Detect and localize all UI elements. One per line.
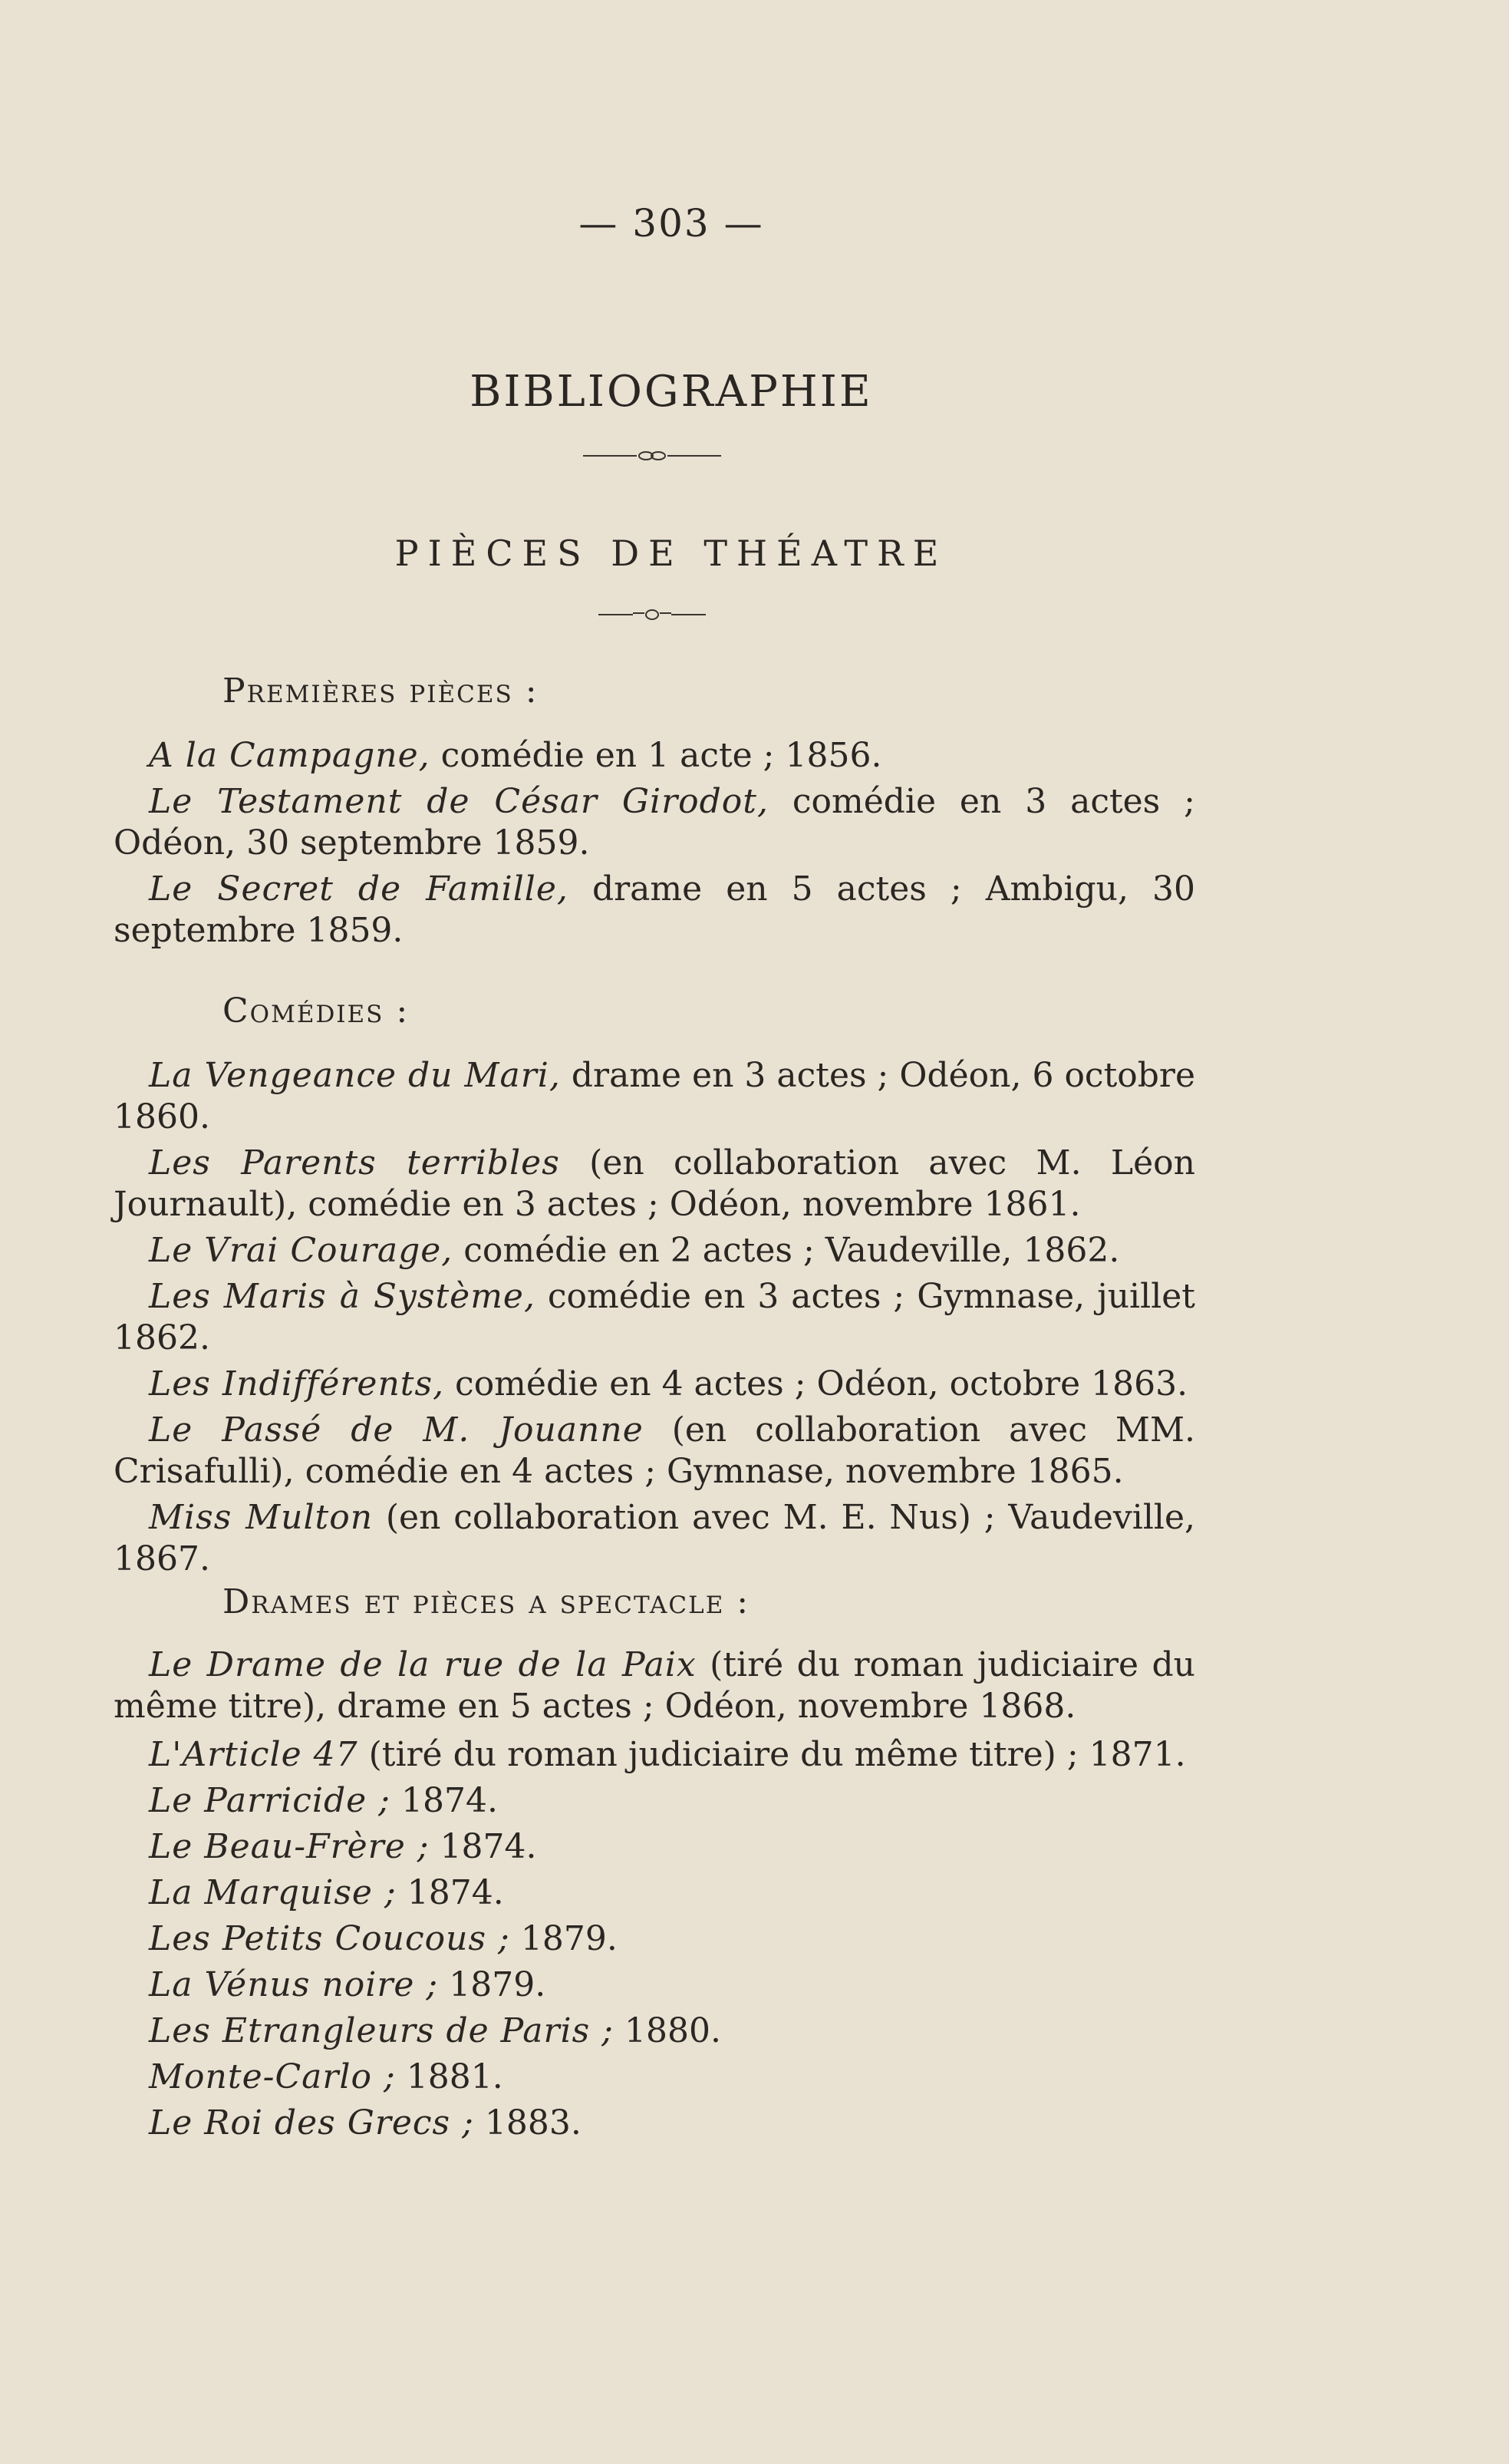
list-item: La Vénus noire ; 1879. (149, 1965, 546, 2004)
section-title: PIÈCES DE THÉATRE (394, 533, 948, 574)
list-item: Les Indifférents, comédie en 4 actes ; Odéon, octobre 1863. (149, 1364, 1188, 1404)
entry-list (114, 735, 1195, 956)
flourish-ornament-icon (598, 607, 706, 622)
list-item: Les Petits Coucous ; 1879. (149, 1919, 618, 1958)
list-item: La Vengeance du Mari, drame en 3 actes ; Odéon, 6 octobre 1860. (114, 1056, 1195, 1136)
section-heading-premieres-pieces: Premières pièces : (222, 671, 539, 711)
flourish-ornament-icon (583, 448, 721, 463)
list-item: A la Campagne, comédie en 1 acte ; 1856. (149, 736, 882, 775)
list-item: Monte-Carlo ; 1881. (149, 2057, 503, 2096)
list-item: Le Vrai Courage, comédie en 2 actes ; Vaudeville, 1862. (149, 1231, 1120, 1270)
section-heading-comedies: Comédies : (222, 991, 410, 1031)
list-item: Les Etrangleurs de Paris ; 1880. (149, 2011, 721, 2050)
list-item: La Marquise ; 1874. (149, 1873, 504, 1912)
list-item: Le Drame de la rue de la Paix (tiré du roman judiciaire du même titre), drame en 5 actes ; Odéon, novembre 1868. (114, 1645, 1195, 1726)
page-title: BIBLIOGRAPHIE (470, 367, 873, 417)
list-item: Les Maris à Système, comédie en 3 actes ; Gymnase, juillet 1862. (114, 1277, 1195, 1357)
list-item: Le Roi des Grecs ; 1883. (149, 2103, 582, 2142)
list-item: Miss Multon (en collaboration avec M. E. Nus) ; Vaudeville, 1867. (114, 1498, 1195, 1578)
section-heading-drames: Drames et pièces a spectacle : (222, 1582, 750, 1621)
list-item: Le Passé de M. Jouanne (en collaboration avec MM. Crisafulli), comédie en 4 actes ; Gymnase, novembre 1865. (114, 1410, 1195, 1491)
list-item: Les Parents terribles (en collaboration avec M. Léon Journault), comédie en 3 actes ; Odéon, novembre 1861. (114, 1143, 1196, 1224)
list-item: Le Beau-Frère ; 1874. (149, 1827, 537, 1866)
list-item: L'Article 47 (tiré du roman judiciaire du même titre) ; 1871. (149, 1735, 1186, 1774)
list-item: Le Secret de Famille, drame en 5 actes ; Ambigu, 30 septembre 1859. (114, 869, 1195, 950)
entry-list (114, 1644, 1195, 2146)
list-item: Le Parricide ; 1874. (149, 1781, 498, 1820)
entry-list (114, 1055, 1195, 1585)
page-number: — 303 — (578, 201, 764, 246)
list-item: Le Testament de César Girodot, comédie en 3 actes ; Odéon, 30 septembre 1859. (114, 782, 1195, 863)
